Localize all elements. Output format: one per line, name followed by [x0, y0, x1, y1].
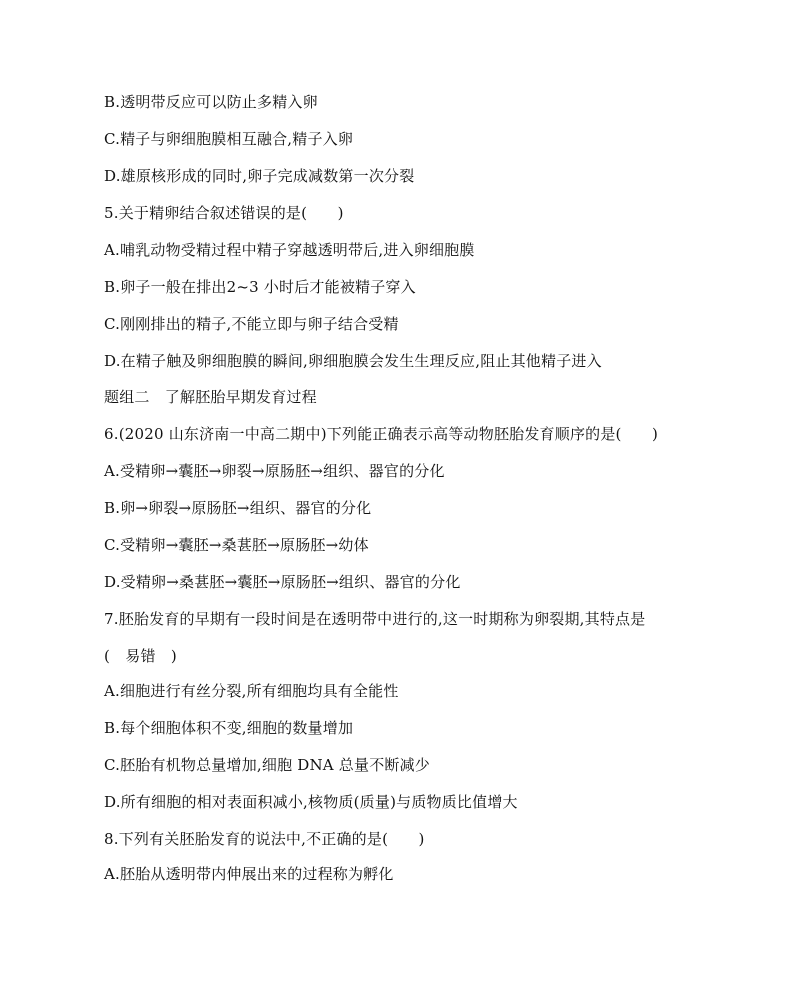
option-b-q4: B.透明带反应可以防止多精入卵 [104, 93, 318, 111]
option-d-q4: D.雄原核形成的同时,卵子完成减数第一次分裂 [104, 167, 415, 185]
option-a-q6: A.受精卵→囊胚→卵裂→原肠胚→组织、器官的分化 [104, 462, 445, 480]
question-8: 8.下列有关胚胎发育的说法中,不正确的是( ) [104, 830, 425, 848]
option-d-q7: D.所有细胞的相对表面积减小,核物质(质量)与质物质比值增大 [104, 793, 518, 811]
option-c-q5: C.刚刚排出的精子,不能立即与卵子结合受精 [104, 315, 399, 333]
option-a-q8: A.胚胎从透明带内伸展出来的过程称为孵化 [104, 865, 394, 883]
option-b-q7: B.每个细胞体积不变,细胞的数量增加 [104, 719, 354, 737]
option-c-q4: C.精子与卵细胞膜相互融合,精子入卵 [104, 130, 354, 148]
option-c-q7: C.胚胎有机物总量增加,细胞 DNA 总量不断减少 [104, 756, 431, 774]
option-a-q5: A.哺乳动物受精过程中精子穿越透明带后,进入卵细胞膜 [104, 241, 475, 259]
option-d-q6: D.受精卵→桑葚胚→囊胚→原肠胚→组织、器官的分化 [104, 573, 461, 591]
question-5: 5.关于精卵结合叙述错误的是( ) [104, 204, 344, 222]
option-b-q6: B.卵→卵裂→原肠胚→组织、器官的分化 [104, 499, 372, 517]
option-d-q5: D.在精子触及卵细胞膜的瞬间,卵细胞膜会发生生理反应,阻止其他精子进入 [104, 352, 602, 370]
question-7: 7.胚胎发育的早期有一段时间是在透明带中进行的,这一时期称为卵裂期,其特点是 [104, 610, 646, 628]
section-heading: 题组二 了解胚胎早期发育过程 [104, 388, 317, 406]
option-b-q5: B.卵子一般在排出2~3 小时后才能被精子穿入 [104, 278, 416, 296]
option-c-q6: C.受精卵→囊胚→桑葚胚→原肠胚→幼体 [104, 536, 369, 554]
option-a-q7: A.细胞进行有丝分裂,所有细胞均具有全能性 [104, 682, 399, 700]
question-7-tag: ( 易错 ) [104, 647, 177, 665]
question-6: 6.(2020 山东济南一中高二期中)下列能正确表示高等动物胚胎发育顺序的是( ) [104, 425, 659, 443]
